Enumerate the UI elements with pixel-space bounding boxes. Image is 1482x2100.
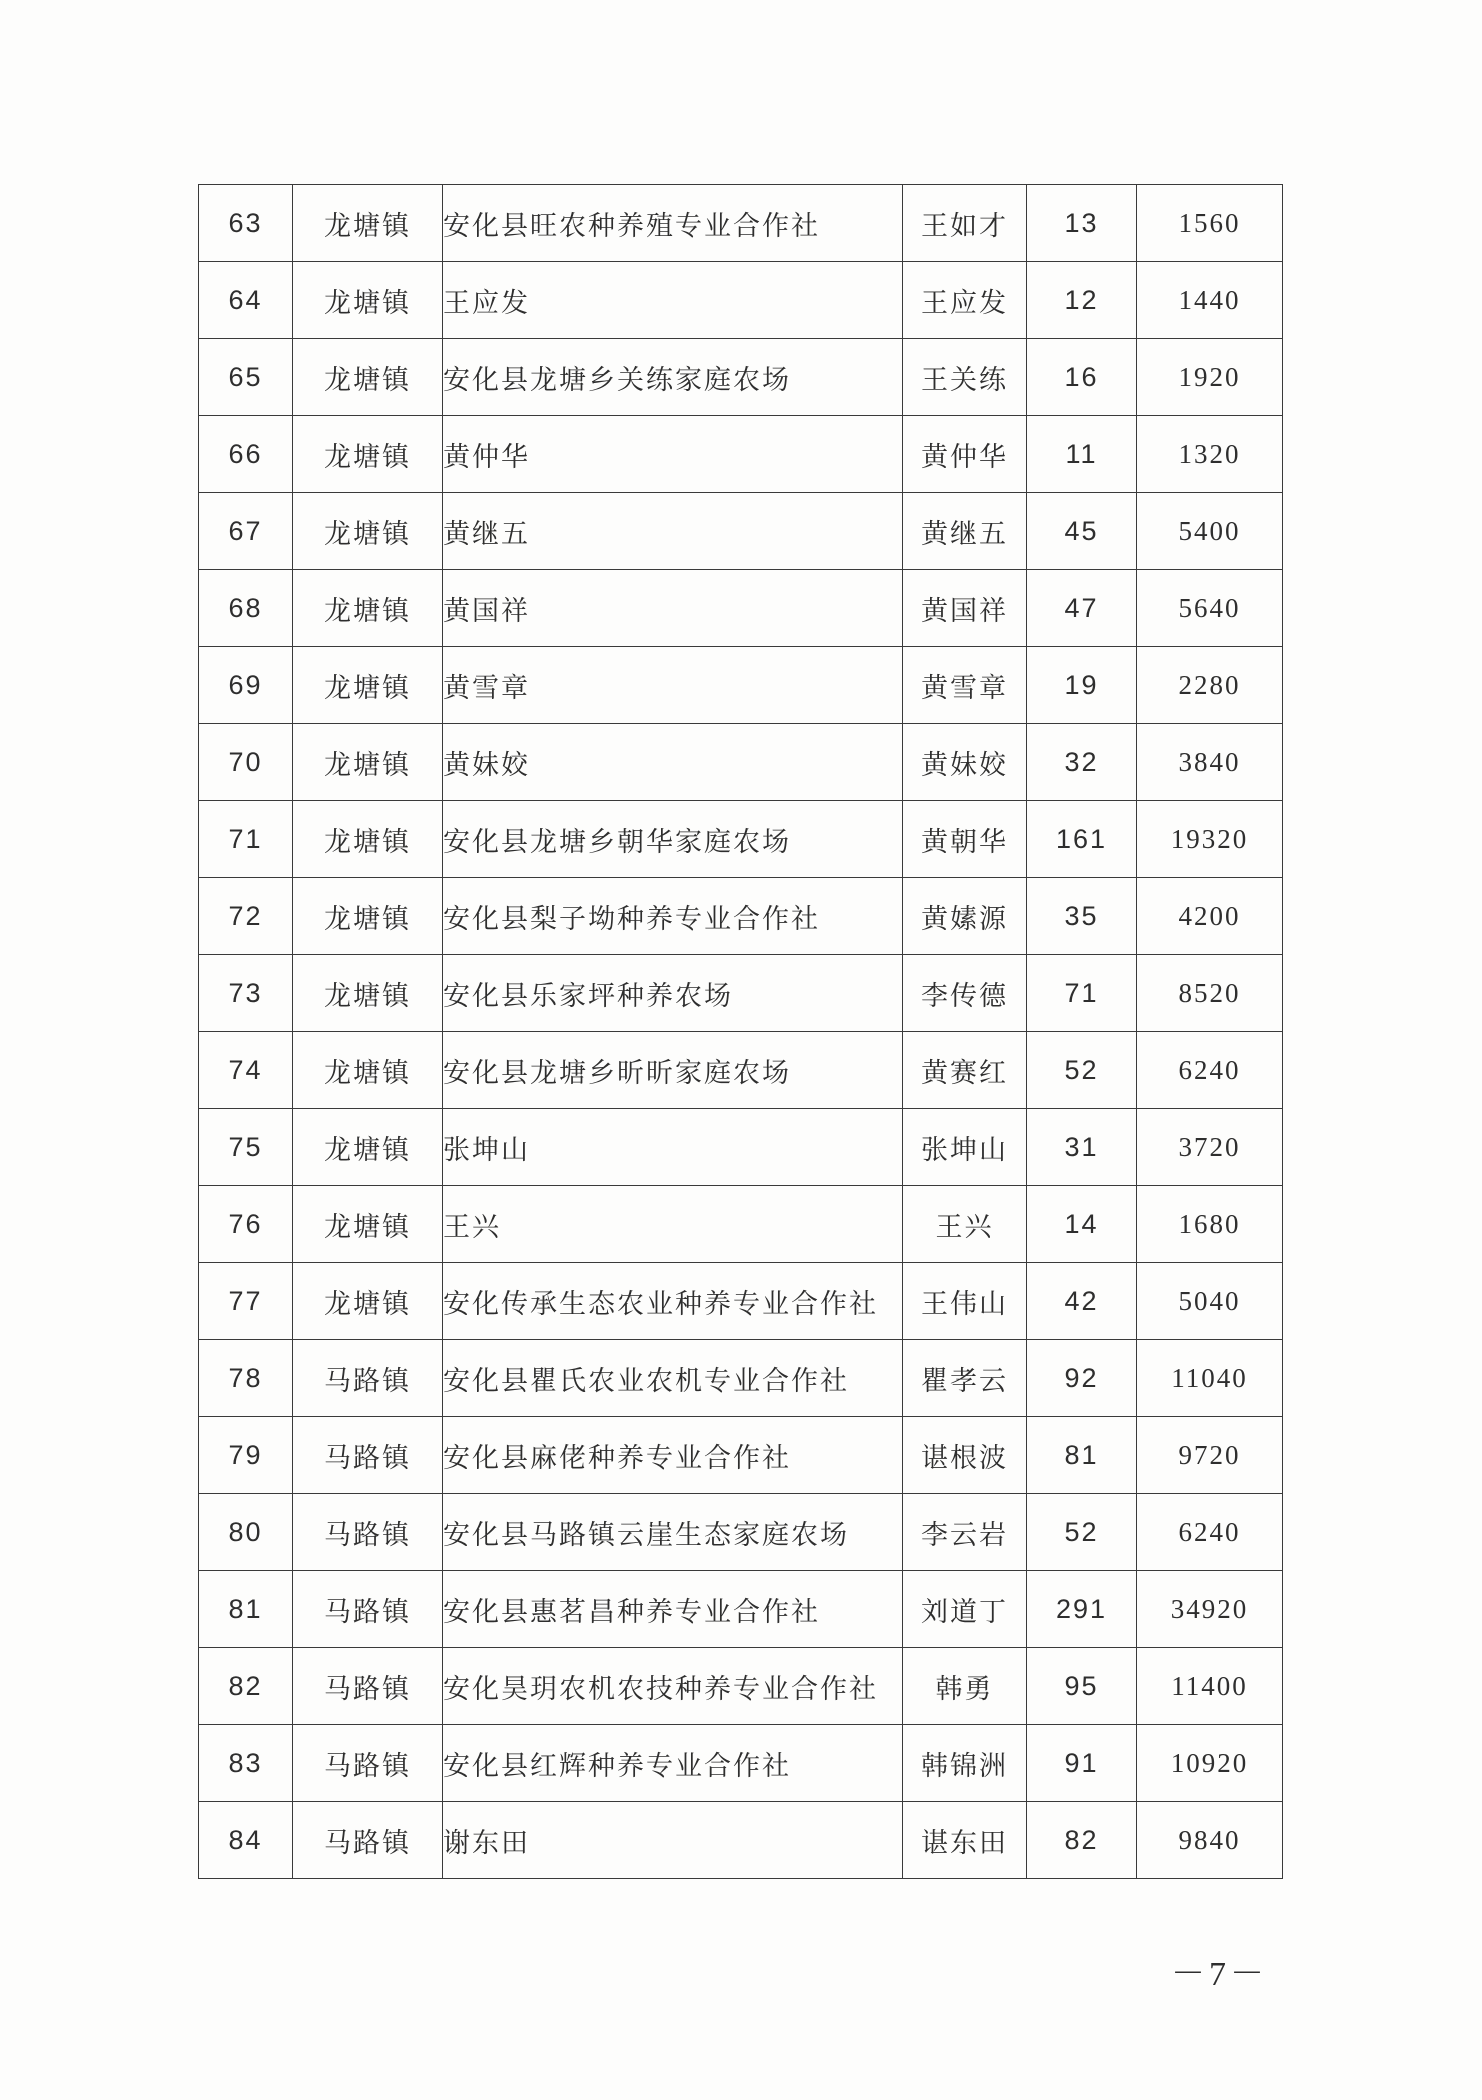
entity-name-cell: 安化县梨子坳种养专业合作社 bbox=[443, 878, 903, 955]
quantity-cell: 16 bbox=[1027, 339, 1137, 416]
row-number-cell: 74 bbox=[199, 1032, 293, 1109]
town-cell: 龙塘镇 bbox=[293, 724, 443, 801]
entity-name-cell: 安化县龙塘乡朝华家庭农场 bbox=[443, 801, 903, 878]
entity-name-cell: 黄仲华 bbox=[443, 416, 903, 493]
amount-cell: 5640 bbox=[1137, 570, 1283, 647]
table-row bbox=[199, 1802, 1283, 1879]
entity-name-cell: 安化县龙塘乡昕昕家庭农场 bbox=[443, 1032, 903, 1109]
entity-name-cell: 谢东田 bbox=[443, 1802, 903, 1879]
entity-name-cell: 安化县龙塘乡关练家庭农场 bbox=[443, 339, 903, 416]
amount-cell: 1560 bbox=[1137, 185, 1283, 262]
quantity-cell: 52 bbox=[1027, 1494, 1137, 1571]
entity-name-cell: 安化县麻佬种养专业合作社 bbox=[443, 1417, 903, 1494]
town-cell: 马路镇 bbox=[293, 1725, 443, 1802]
row-number-cell: 72 bbox=[199, 878, 293, 955]
entity-name-cell: 安化县马路镇云崖生态家庭农场 bbox=[443, 1494, 903, 1571]
entity-name-cell: 安化传承生态农业种养专业合作社 bbox=[443, 1263, 903, 1340]
row-number-cell: 68 bbox=[199, 570, 293, 647]
quantity-cell: 14 bbox=[1027, 1186, 1137, 1263]
row-number-cell: 66 bbox=[199, 416, 293, 493]
table-row bbox=[199, 1263, 1283, 1340]
table-row bbox=[199, 493, 1283, 570]
contact-person-cell: 王兴 bbox=[903, 1186, 1027, 1263]
row-number-cell: 67 bbox=[199, 493, 293, 570]
quantity-cell: 95 bbox=[1027, 1648, 1137, 1725]
row-number-cell: 69 bbox=[199, 647, 293, 724]
row-number-cell: 76 bbox=[199, 1186, 293, 1263]
row-number-cell: 80 bbox=[199, 1494, 293, 1571]
town-cell: 龙塘镇 bbox=[293, 339, 443, 416]
row-number-cell: 64 bbox=[199, 262, 293, 339]
row-number-cell: 78 bbox=[199, 1340, 293, 1417]
row-number-cell: 83 bbox=[199, 1725, 293, 1802]
row-number-cell: 75 bbox=[199, 1109, 293, 1186]
contact-person-cell: 张坤山 bbox=[903, 1109, 1027, 1186]
entity-name-cell: 安化县旺农种养殖专业合作社 bbox=[443, 185, 903, 262]
quantity-cell: 11 bbox=[1027, 416, 1137, 493]
row-number-cell: 73 bbox=[199, 955, 293, 1032]
quantity-cell: 32 bbox=[1027, 724, 1137, 801]
quantity-cell: 42 bbox=[1027, 1263, 1137, 1340]
table-row bbox=[199, 185, 1283, 262]
amount-cell: 1920 bbox=[1137, 339, 1283, 416]
page-number: －7－ bbox=[1171, 1956, 1268, 1993]
row-number-cell: 77 bbox=[199, 1263, 293, 1340]
quantity-cell: 45 bbox=[1027, 493, 1137, 570]
entity-name-cell: 张坤山 bbox=[443, 1109, 903, 1186]
contact-person-cell: 谌东田 bbox=[903, 1802, 1027, 1879]
amount-cell: 10920 bbox=[1137, 1725, 1283, 1802]
table-row bbox=[199, 1494, 1283, 1571]
quantity-cell: 52 bbox=[1027, 1032, 1137, 1109]
quantity-cell: 31 bbox=[1027, 1109, 1137, 1186]
amount-cell: 5400 bbox=[1137, 493, 1283, 570]
town-cell: 马路镇 bbox=[293, 1571, 443, 1648]
entity-name-cell: 安化昊玥农机农技种养专业合作社 bbox=[443, 1648, 903, 1725]
town-cell: 龙塘镇 bbox=[293, 1032, 443, 1109]
contact-person-cell: 黄嫊源 bbox=[903, 878, 1027, 955]
contact-person-cell: 黄继五 bbox=[903, 493, 1027, 570]
town-cell: 马路镇 bbox=[293, 1648, 443, 1725]
row-number-cell: 63 bbox=[199, 185, 293, 262]
town-cell: 马路镇 bbox=[293, 1494, 443, 1571]
quantity-cell: 71 bbox=[1027, 955, 1137, 1032]
table-row bbox=[199, 1417, 1283, 1494]
contact-person-cell: 韩锦洲 bbox=[903, 1725, 1027, 1802]
contact-person-cell: 黄仲华 bbox=[903, 416, 1027, 493]
contact-person-cell: 李云岩 bbox=[903, 1494, 1027, 1571]
table-row bbox=[199, 570, 1283, 647]
quantity-cell: 291 bbox=[1027, 1571, 1137, 1648]
contact-person-cell: 刘道丁 bbox=[903, 1571, 1027, 1648]
entity-name-cell: 安化县瞿氏农业农机专业合作社 bbox=[443, 1340, 903, 1417]
quantity-cell: 82 bbox=[1027, 1802, 1137, 1879]
contact-person-cell: 黄朝华 bbox=[903, 801, 1027, 878]
contact-person-cell: 王关练 bbox=[903, 339, 1027, 416]
amount-cell: 11040 bbox=[1137, 1340, 1283, 1417]
table-body bbox=[199, 185, 1283, 1879]
town-cell: 龙塘镇 bbox=[293, 185, 443, 262]
entity-name-cell: 安化县乐家坪种养农场 bbox=[443, 955, 903, 1032]
contact-person-cell: 黄雪章 bbox=[903, 647, 1027, 724]
town-cell: 龙塘镇 bbox=[293, 570, 443, 647]
contact-person-cell: 黄赛红 bbox=[903, 1032, 1027, 1109]
table-row bbox=[199, 1571, 1283, 1648]
table-row bbox=[199, 1648, 1283, 1725]
row-number-cell: 81 bbox=[199, 1571, 293, 1648]
amount-cell: 9720 bbox=[1137, 1417, 1283, 1494]
contact-person-cell: 李传德 bbox=[903, 955, 1027, 1032]
contact-person-cell: 王伟山 bbox=[903, 1263, 1027, 1340]
quantity-cell: 47 bbox=[1027, 570, 1137, 647]
quantity-cell: 81 bbox=[1027, 1417, 1137, 1494]
amount-cell: 8520 bbox=[1137, 955, 1283, 1032]
amount-cell: 5040 bbox=[1137, 1263, 1283, 1340]
entity-name-cell: 安化县红辉种养专业合作社 bbox=[443, 1725, 903, 1802]
contact-person-cell: 黄妹姣 bbox=[903, 724, 1027, 801]
table-row bbox=[199, 1109, 1283, 1186]
entity-name-cell: 黄雪章 bbox=[443, 647, 903, 724]
town-cell: 马路镇 bbox=[293, 1417, 443, 1494]
amount-cell: 9840 bbox=[1137, 1802, 1283, 1879]
table-row bbox=[199, 1186, 1283, 1263]
town-cell: 龙塘镇 bbox=[293, 801, 443, 878]
row-number-cell: 82 bbox=[199, 1648, 293, 1725]
town-cell: 龙塘镇 bbox=[293, 1186, 443, 1263]
amount-cell: 1680 bbox=[1137, 1186, 1283, 1263]
contact-person-cell: 黄国祥 bbox=[903, 570, 1027, 647]
table-row bbox=[199, 801, 1283, 878]
quantity-cell: 12 bbox=[1027, 262, 1137, 339]
contact-person-cell: 韩勇 bbox=[903, 1648, 1027, 1725]
town-cell: 龙塘镇 bbox=[293, 878, 443, 955]
row-number-cell: 70 bbox=[199, 724, 293, 801]
town-cell: 龙塘镇 bbox=[293, 647, 443, 724]
town-cell: 马路镇 bbox=[293, 1802, 443, 1879]
row-number-cell: 79 bbox=[199, 1417, 293, 1494]
quantity-cell: 91 bbox=[1027, 1725, 1137, 1802]
table-row bbox=[199, 339, 1283, 416]
entity-name-cell: 黄继五 bbox=[443, 493, 903, 570]
table-row bbox=[199, 416, 1283, 493]
table-row bbox=[199, 1340, 1283, 1417]
quantity-cell: 161 bbox=[1027, 801, 1137, 878]
town-cell: 龙塘镇 bbox=[293, 416, 443, 493]
entity-name-cell: 王兴 bbox=[443, 1186, 903, 1263]
town-cell: 龙塘镇 bbox=[293, 493, 443, 570]
amount-cell: 34920 bbox=[1137, 1571, 1283, 1648]
table-row bbox=[199, 724, 1283, 801]
subsidy-table bbox=[198, 184, 1283, 1879]
amount-cell: 3720 bbox=[1137, 1109, 1283, 1186]
amount-cell: 3840 bbox=[1137, 724, 1283, 801]
amount-cell: 6240 bbox=[1137, 1032, 1283, 1109]
contact-person-cell: 瞿孝云 bbox=[903, 1340, 1027, 1417]
contact-person-cell: 谌根波 bbox=[903, 1417, 1027, 1494]
quantity-cell: 35 bbox=[1027, 878, 1137, 955]
entity-name-cell: 黄国祥 bbox=[443, 570, 903, 647]
amount-cell: 1320 bbox=[1137, 416, 1283, 493]
table-row bbox=[199, 647, 1283, 724]
amount-cell: 4200 bbox=[1137, 878, 1283, 955]
town-cell: 马路镇 bbox=[293, 1340, 443, 1417]
amount-cell: 2280 bbox=[1137, 647, 1283, 724]
town-cell: 龙塘镇 bbox=[293, 262, 443, 339]
town-cell: 龙塘镇 bbox=[293, 955, 443, 1032]
contact-person-cell: 王应发 bbox=[903, 262, 1027, 339]
row-number-cell: 65 bbox=[199, 339, 293, 416]
town-cell: 龙塘镇 bbox=[293, 1109, 443, 1186]
row-number-cell: 71 bbox=[199, 801, 293, 878]
quantity-cell: 92 bbox=[1027, 1340, 1137, 1417]
table-row bbox=[199, 262, 1283, 339]
amount-cell: 1440 bbox=[1137, 262, 1283, 339]
row-number-cell: 84 bbox=[199, 1802, 293, 1879]
table-row bbox=[199, 878, 1283, 955]
contact-person-cell: 王如才 bbox=[903, 185, 1027, 262]
table-row bbox=[199, 1032, 1283, 1109]
town-cell: 龙塘镇 bbox=[293, 1263, 443, 1340]
entity-name-cell: 王应发 bbox=[443, 262, 903, 339]
amount-cell: 19320 bbox=[1137, 801, 1283, 878]
amount-cell: 11400 bbox=[1137, 1648, 1283, 1725]
table-row bbox=[199, 1725, 1283, 1802]
quantity-cell: 13 bbox=[1027, 185, 1137, 262]
amount-cell: 6240 bbox=[1137, 1494, 1283, 1571]
entity-name-cell: 安化县惠茗昌种养专业合作社 bbox=[443, 1571, 903, 1648]
quantity-cell: 19 bbox=[1027, 647, 1137, 724]
table-row bbox=[199, 955, 1283, 1032]
entity-name-cell: 黄妹姣 bbox=[443, 724, 903, 801]
